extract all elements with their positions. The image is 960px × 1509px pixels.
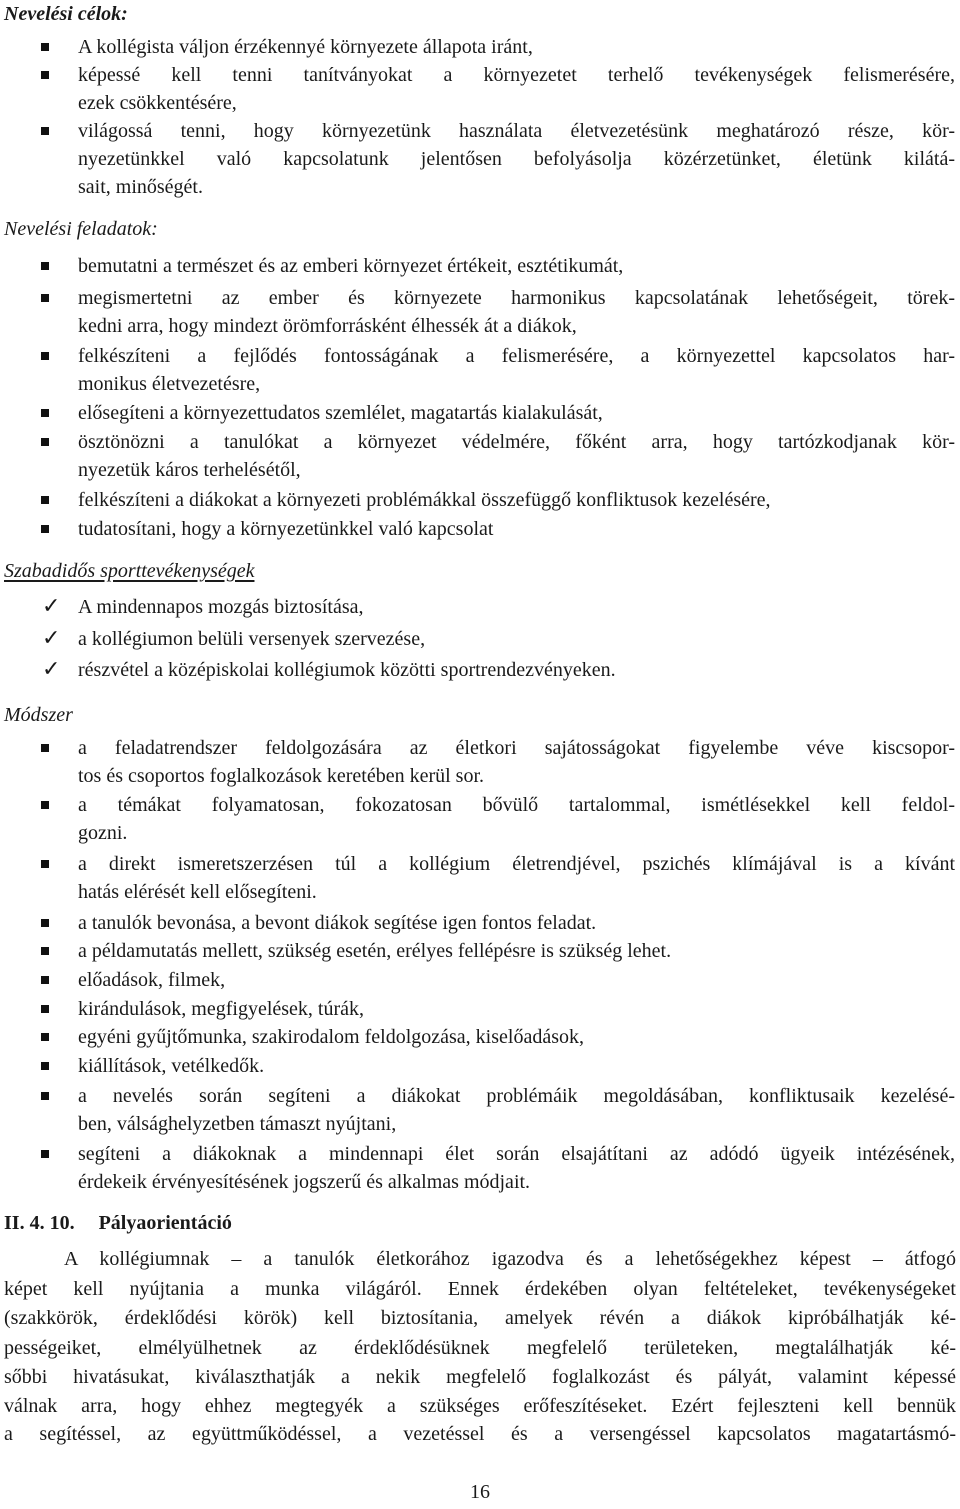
section-paragraph-line-6: válnak arra, hogy ehhez megtegyék a szükséges erőfeszítéseket. Ezért fejleszteni kell bennük	[4, 1395, 956, 1417]
method-item-11: segíteni a diákoknak a mindennapi élet során elsajátítani az adódó ügyeik intézésének,	[0, 1140, 960, 1168]
tasks-item-5-cont: nyezetük káros terhelésétől,	[78, 459, 301, 481]
section-paragraph-line-4: pességeiket, elmélyülhetnek az érdeklődésüknek megfelelő területeken, megtalálhatják ké-	[4, 1337, 956, 1359]
method-item-4: a tanulók bevonása, a bevont diákok segítése igen fontos feladat.	[0, 909, 960, 937]
square-bullet-icon	[41, 352, 49, 360]
section-title: Pályaorientáció	[98, 1212, 232, 1234]
goals-item-1: A kollégista váljon érzékennyé környezete állapota iránt,	[0, 33, 960, 61]
section-paragraph-line-2: képet kell nyújtania a munka világáról. Ennek érdekében olyan feltételeket, tevékenységeket	[4, 1278, 956, 1300]
method-item-9: kiállítások, vetélkedők.	[0, 1052, 960, 1080]
tasks-item-1: bemutatni a természet és az emberi környezet értékeit, esztétikumát,	[0, 252, 960, 280]
square-bullet-icon	[41, 1062, 49, 1070]
tasks-item-7: tudatosítani, hogy a környezetünkkel való kapcsolat	[0, 515, 960, 543]
goals-item-2: képessé kell tenni tanítványokat a környezetet terhelő tevékenységek felismerésére,	[0, 61, 960, 89]
tasks-item-5: ösztönözni a tanulókat a környezet védelmére, főként arra, hogy tartózkodjanak kör-	[0, 428, 960, 456]
square-bullet-icon	[41, 1150, 49, 1158]
square-bullet-icon	[41, 496, 49, 504]
square-bullet-icon	[41, 1033, 49, 1041]
tasks-item-6: felkészíteni a diákokat a környezeti problémákkal összefüggő konfliktusok kezelésére,	[0, 486, 960, 514]
sports-item-3: ✓ részvétel a középiskolai kollégiumok közötti sportrendezvényeken.	[42, 657, 616, 682]
section-heading	[4, 1209, 960, 1237]
method-item-1-cont: tos és csoportos foglalkozások keretében kerül sor.	[78, 765, 485, 787]
square-bullet-icon	[41, 43, 49, 51]
tasks-heading: Nevelési feladatok:	[4, 218, 158, 240]
section-paragraph-line-5: sőbbi hivatásukat, kiválaszthatják a nekik megfelelő foglalkozást és pályát, valamint képessé	[4, 1366, 956, 1388]
method-item-10: a nevelés során segíteni a diákokat problémáik megoldásában, konfliktusaik kezelésé-	[0, 1082, 960, 1110]
method-heading: Módszer	[4, 704, 73, 726]
method-item-2: a témákat folyamatosan, fokozatosan bővülő tartalommal, ismétlésekkel kell feldol-	[0, 791, 960, 819]
square-bullet-icon	[41, 438, 49, 446]
method-item-3-cont: hatás elérését kell elősegíteni.	[78, 881, 317, 903]
square-bullet-icon	[41, 919, 49, 927]
checkmark-icon: ✓	[42, 657, 61, 682]
checkmark-icon: ✓	[42, 594, 61, 619]
tasks-item-3: felkészíteni a fejlődés fontosságának a felismerésére, a környezettel kapcsolatos har-	[0, 342, 960, 370]
square-bullet-icon	[41, 1092, 49, 1100]
sports-item-1: ✓ A mindennapos mozgás biztosítása,	[42, 594, 364, 619]
goals-item-3: világossá tenni, hogy környezetünk használata életvezetésünk meghatározó része, kör-	[0, 117, 960, 145]
tasks-item-2-cont: kedni arra, hogy mindezt örömforrásként élhessék át a diákok,	[78, 315, 577, 337]
square-bullet-icon	[41, 860, 49, 868]
sports-heading: Szabadidős sporttevékenységek	[4, 560, 255, 582]
method-item-5: a példamutatás mellett, szükség esetén, erélyes fellépésre is szükség lehet.	[0, 937, 960, 965]
square-bullet-icon	[41, 409, 49, 417]
section-number: II. 4. 10.	[4, 1212, 75, 1234]
method-item-11-cont: érdekeik érvényesítésének jogszerű és alkalmas módjait.	[78, 1171, 531, 1193]
method-item-6: előadások, filmek,	[0, 966, 960, 994]
section-paragraph-line-1: A kollégiumnak – a tanulók életkorához igazodva és a lehetőségekhez képest – átfogó	[64, 1248, 956, 1270]
method-item-2-cont: gozni.	[78, 822, 128, 844]
section-paragraph-line-7: a segítéssel, az együttműködéssel, a vezetéssel és a versengéssel kapcsolatos magatartásmó-	[4, 1423, 956, 1445]
square-bullet-icon	[41, 801, 49, 809]
method-item-7: kirándulások, megfigyelések, túrák,	[0, 995, 960, 1023]
square-bullet-icon	[41, 262, 49, 270]
square-bullet-icon	[41, 294, 49, 302]
checkmark-icon: ✓	[42, 626, 61, 651]
sports-item-2: ✓ a kollégiumon belüli versenyek szervezése,	[42, 626, 426, 651]
tasks-item-3-cont: monikus életvezetésre,	[78, 373, 261, 395]
method-item-10-cont: ben, válsághelyzetben támaszt nyújtani,	[78, 1113, 397, 1135]
method-item-1: a feladatrendszer feldolgozására az életkori sajátosságokat figyelembe véve kiscsopor-	[0, 734, 960, 762]
section-paragraph-line-3: (szakkörök, érdeklődési körök) kell biztosítania, amelyek révén a diákok kipróbálhatják ké-	[4, 1307, 956, 1329]
square-bullet-icon	[41, 947, 49, 955]
tasks-item-4: elősegíteni a környezettudatos szemlélet, magatartás kialakulását,	[0, 399, 960, 427]
tasks-item-2: megismertetni az ember és környezete harmonikus kapcsolatának lehetőségeit, törek-	[0, 284, 960, 312]
square-bullet-icon	[41, 744, 49, 752]
square-bullet-icon	[41, 71, 49, 79]
method-item-8: egyéni gyűjtőmunka, szakirodalom feldolgozása, kiselőadások,	[0, 1023, 960, 1051]
square-bullet-icon	[41, 976, 49, 984]
square-bullet-icon	[41, 127, 49, 135]
goals-item-3-cont2: sait, minőségét.	[78, 176, 203, 198]
square-bullet-icon	[41, 525, 49, 533]
goals-heading: Nevelési célok:	[4, 3, 128, 25]
goals-item-3-cont: nyezetünkkel való kapcsolatunk jelentősen befolyásolja közérzetünket, életünk kilátá-	[78, 148, 955, 170]
goals-item-2-cont: ezek csökkentésére,	[78, 92, 237, 114]
page-number: 16	[470, 1481, 490, 1503]
method-item-3: a direkt ismeretszerzésen túl a kollégium életrendjével, pszichés klímájával is a kívánt	[0, 850, 960, 878]
square-bullet-icon	[41, 1005, 49, 1013]
